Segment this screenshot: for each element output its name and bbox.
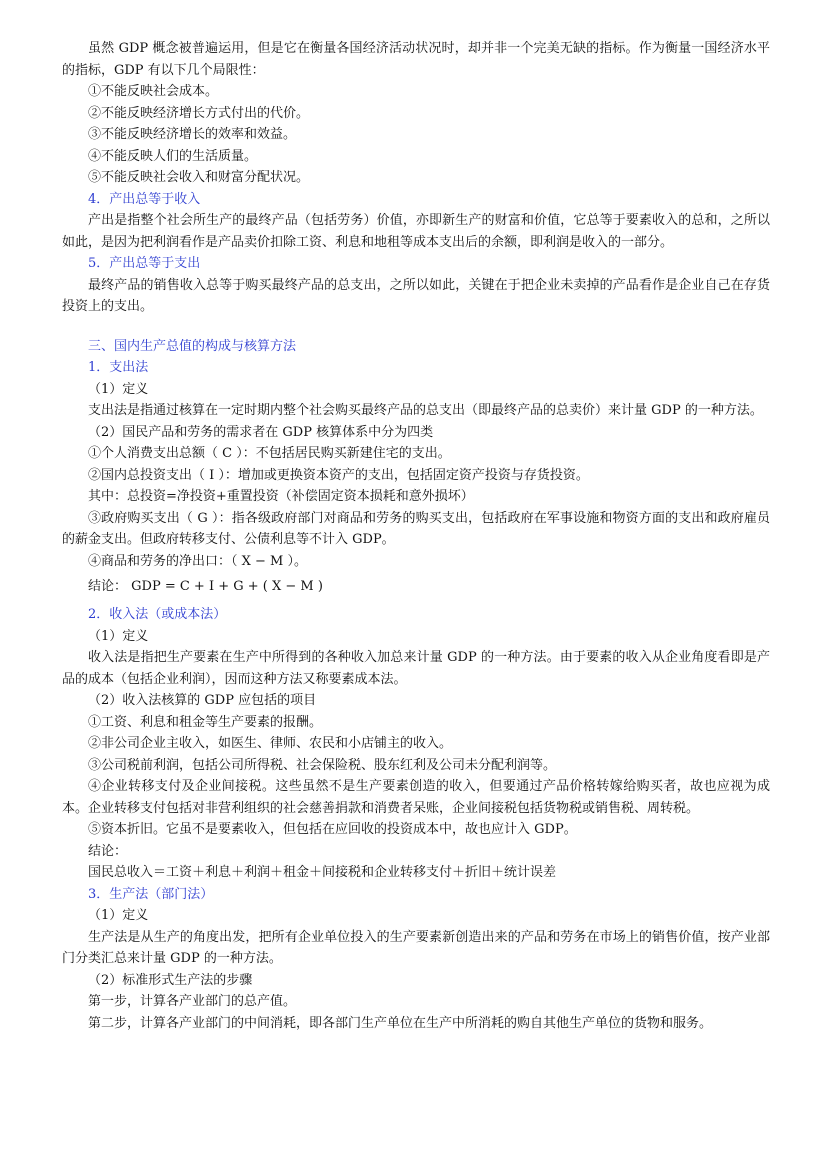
- paragraph: 第二步，计算各产业部门的中间消耗，即各部门生产单位在生产中所消耗的购自其他生产单位的货物和服务。: [88, 1015, 713, 1031]
- paragraph: （2）收入法核算的 GDP 应包括的项目: [88, 693, 317, 708]
- section-heading: 4．产出总等于收入: [88, 191, 201, 207]
- paragraph: 虽然 GDP 概念被普遍运用，但是它在衡量各国经济活动状况时，却并非一个完美无缺的指标。作为衡量一国经济水平的指标，GDP 有以下几个局限性：: [62, 41, 770, 78]
- paragraph: ①个人消费支出总额（ C ）：不包括居民购买新建住宅的支出。: [88, 446, 451, 461]
- paragraph: 生产法是从生产的角度出发，把所有企业单位投入的生产要素新创造出来的产品和劳务在市场上的销售价值，按产业部门分类汇总来计量 GDP 的一种方法。: [62, 929, 770, 966]
- paragraph: 产出是指整个社会所生产的最终产品（包括劳务）价值，亦即新生产的财富和价值，它总等于要素收入的总和，之所以如此，是因为把利润看作是产品卖价扣除工资、利息和地租等成本支出后的余额，即利润是收入的一部分。: [62, 213, 770, 250]
- section-heading: 2．收入法（或成本法）: [88, 607, 227, 622]
- paragraph: （2）国民产品和劳务的需求者在 GDP 核算体系中分为四类: [88, 424, 434, 440]
- section-heading: 3．生产法（部门法）: [88, 886, 214, 902]
- paragraph: 结论：: [88, 843, 128, 859]
- section-heading: 三、国内生产总值的构成与核算方法: [88, 338, 297, 354]
- section-heading: 1．支出法: [88, 360, 149, 375]
- paragraph: （2）标准形式生产法的步骤: [88, 972, 253, 988]
- paragraph: 收入法是指把生产要素在生产中所得到的各种收入加总来计量 GDP 的一种方法。由于要素的收入从企业角度看即是产品的成本（包括企业利润），因而这种方法又称要素成本法。: [62, 650, 770, 687]
- paragraph: （1）定义: [88, 628, 149, 644]
- section-heading: 5．产出总等于支出: [88, 256, 201, 271]
- paragraph: ④不能反映人们的生活质量。: [88, 148, 258, 164]
- spacer: [62, 318, 770, 336]
- paragraph: ④商品和劳务的净出口：（ X − M ）。: [88, 553, 307, 569]
- paragraph: ④企业转移支付及企业间接税。这些虽然不是生产要素创造的收入，但要通过产品价格转嫁给购买者，故也应视为成本。企业转移支付包括对非营利组织的社会慈善捐款和消费者呆账，企业间接税包括货物税或销售税、周转税。: [62, 779, 770, 816]
- paragraph: 其中：总投资=净投资+重置投资（补偿固定资本损耗和意外损坏）: [88, 489, 474, 504]
- paragraph: ③不能反映经济增长的效率和效益。: [88, 127, 297, 142]
- paragraph: 国民总收入＝工资＋利息＋利润＋租金＋间接税和企业转移支付＋折旧＋统计误差: [88, 865, 557, 880]
- paragraph: ③公司税前利润，包括公司所得税、社会保险税、股东红利及公司未分配利润等。: [88, 757, 557, 773]
- paragraph: ⑤资本折旧。它虽不是要素收入，但包括在应回收的投资成本中，故也应计入 GDP。: [88, 822, 577, 837]
- paragraph: 最终产品的销售收入总等于购买最终产品的总支出，之所以如此，关键在于把企业未卖掉的产品看作是企业自己在存货投资上的支出。: [62, 277, 770, 314]
- document-page: [62, 38, 770, 1034]
- paragraph: 结论： GDP = C + I + G + ( X − M ): [88, 579, 323, 594]
- paragraph: ①不能反映社会成本。: [88, 84, 219, 99]
- paragraph: ②不能反映经济增长方式付出的代价。: [88, 105, 310, 121]
- paragraph: ②非公司企业主收入，如医生、律师、农民和小店铺主的收入。: [88, 736, 453, 751]
- paragraph: ③政府购买支出（ G ）：指各级政府部门对商品和劳务的购买支出，包括政府在军事设施和物资方面的支出和政府雇员的薪金支出。但政府转移支付、公债利息等不计入 GDP。: [62, 510, 770, 547]
- paragraph: （1）定义: [88, 381, 149, 397]
- paragraph: 支出法是指通过核算在一定时期内整个社会购买最终产品的总支出（即最终产品的总卖价）来计量 GDP 的一种方法。: [88, 403, 763, 418]
- paragraph: （1）定义: [88, 908, 149, 923]
- paragraph: ⑤不能反映社会收入和财富分配状况。: [88, 170, 310, 185]
- paragraph: ②国内总投资支出（ I ）：增加或更换资本资产的支出，包括固定资产投资与存货投资。: [88, 467, 589, 483]
- paragraph: ①工资、利息和租金等生产要素的报酬。: [88, 714, 323, 730]
- paragraph: 第一步，计算各产业部门的总产值。: [88, 994, 297, 1009]
